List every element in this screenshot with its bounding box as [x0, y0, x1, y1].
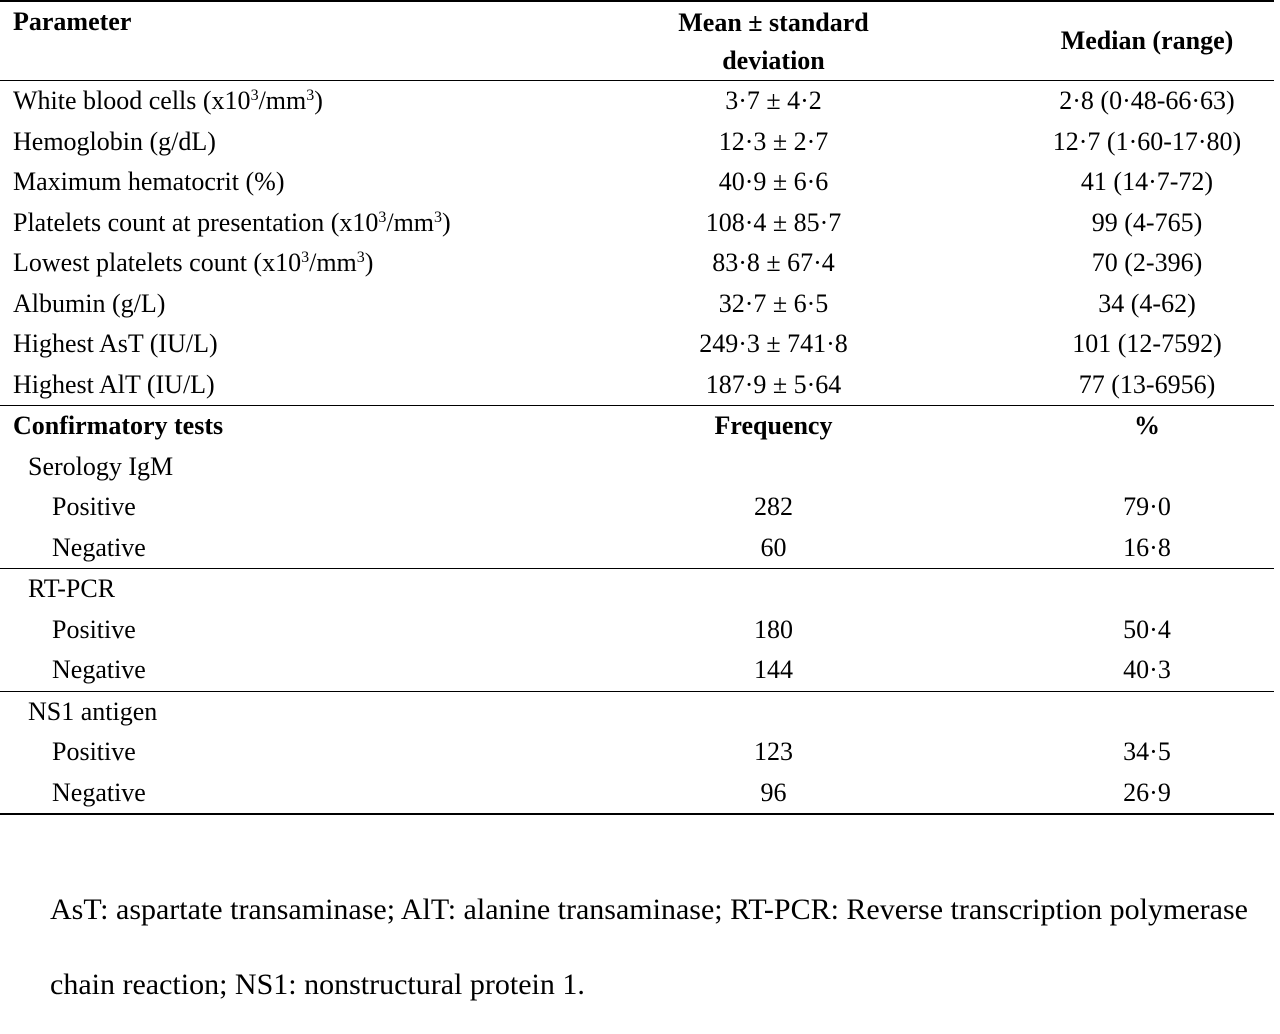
header-mean-sd-line1: Mean ± standard — [678, 8, 869, 37]
table-row — [0, 162, 1274, 203]
result-label: Positive — [52, 737, 136, 767]
parameter-label-text: Albumin (g/L) — [13, 288, 166, 318]
percent-value: 79·0 — [1123, 492, 1171, 522]
mean-sd-value: 40·9 ± 6·6 — [718, 167, 829, 197]
median-range-value: 41 (14·7-72) — [1080, 167, 1214, 197]
empty-cell — [547, 691, 1000, 732]
header-parameter: Parameter — [0, 1, 547, 81]
unit-text: /mm — [258, 86, 307, 116]
parameter-label-text: White blood cells (x10 — [13, 86, 251, 116]
table-row — [0, 650, 1274, 691]
table-row — [0, 610, 1274, 651]
percent-value: 26·9 — [1000, 773, 1274, 815]
frequency-value: 123 — [754, 737, 793, 767]
header-confirmatory-tests: Confirmatory tests — [0, 406, 547, 447]
empty-cell — [1000, 691, 1274, 732]
header-frequency: Frequency — [547, 406, 1000, 447]
unit-close: ) — [364, 248, 374, 278]
parameter-label-text: Highest AlT (IU/L) — [13, 369, 215, 399]
mean-sd-value: 249·3 ± 741·8 — [699, 329, 848, 359]
unit-exponent: 3 — [250, 87, 259, 105]
unit-exponent: 3 — [356, 249, 365, 267]
median-range-value: 2·8 (0·48-66·63) — [1000, 81, 1274, 122]
unit-close: ) — [314, 86, 323, 116]
table-row — [0, 324, 1274, 365]
parameter-label-text: Maximum hematocrit (%) — [13, 167, 285, 197]
header-median-range: Median (range) — [1000, 1, 1274, 81]
median-range-value: 99 (4-765) — [1091, 207, 1203, 237]
frequency-value: 282 — [754, 492, 793, 522]
mean-sd-value: 108·4 ± 85·7 — [705, 207, 842, 237]
mean-sd-value: 187·9 ± 5·64 — [705, 369, 842, 399]
parameter-label — [0, 203, 547, 244]
test-group-name: Serology IgM — [28, 451, 174, 481]
frequency-value: 144 — [754, 655, 793, 685]
header-percent: % — [1000, 406, 1274, 447]
header-mean-sd-line2: deviation — [722, 46, 825, 75]
empty-cell — [1000, 447, 1274, 488]
result-label: Negative — [52, 532, 146, 562]
parameter-label-text: Platelets count at presentation (x10 — [13, 207, 379, 237]
empty-cell — [547, 569, 1000, 610]
table-row — [0, 732, 1274, 773]
table-row — [0, 528, 1274, 569]
test-group-row — [0, 447, 1274, 488]
mean-sd-value: 12·3 ± 2·7 — [718, 126, 829, 156]
frequency-value: 180 — [754, 614, 793, 644]
test-group-row — [0, 569, 1274, 610]
table-row — [0, 284, 1274, 325]
unit-close: ) — [442, 207, 451, 237]
percent-value: 34·5 — [1123, 737, 1171, 767]
unit-text: /mm — [309, 248, 357, 278]
mean-sd-value: 32·7 ± 6·5 — [718, 288, 829, 318]
table-row — [0, 365, 1274, 406]
frequency-value: 96 — [547, 773, 1000, 815]
tests-header-row — [0, 406, 1274, 447]
parameter-label-text: Hemoglobin (g/dL) — [13, 126, 216, 156]
percent-value: 16·8 — [1123, 532, 1171, 562]
table-footnote: AsT: aspartate transaminase; AlT: alanine transaminase; RT-PCR: Reverse transcription polymerase chain reaction; NS1: nonstructural protein 1. — [50, 893, 1248, 1001]
parameter-label — [0, 365, 547, 406]
parameter-label — [0, 162, 547, 203]
parameter-label — [0, 122, 547, 163]
test-group-name: RT-PCR — [0, 569, 547, 610]
table-row — [0, 773, 1274, 815]
unit-exponent: 3 — [301, 249, 310, 267]
result-label: Negative — [0, 773, 547, 815]
empty-cell — [1000, 569, 1274, 610]
header-mean-sd — [547, 1, 1000, 81]
table-row — [0, 81, 1274, 122]
table-header-row — [0, 1, 1274, 81]
confirmatory-tests-body — [0, 406, 1274, 815]
test-group-name: NS1 antigen — [0, 691, 547, 732]
frequency-value: 60 — [760, 532, 787, 562]
table-row — [0, 487, 1274, 528]
parameter-label-text: Highest AsT (IU/L) — [13, 329, 218, 359]
parameter-label — [0, 243, 547, 284]
mean-sd-value: 3·7 ± 4·2 — [547, 81, 1000, 122]
empty-cell — [547, 447, 1000, 488]
median-range-value: 101 (12-7592) — [1072, 329, 1222, 359]
unit-exponent: 3 — [306, 87, 315, 105]
median-range-value: 77 (13-6956) — [1078, 369, 1216, 399]
lab-parameters-body — [0, 81, 1274, 406]
test-group-row — [0, 691, 1274, 732]
unit-exponent: 3 — [378, 208, 387, 226]
parameter-label — [0, 284, 547, 325]
median-range-value: 12·7 (1·60-17·80) — [1052, 126, 1242, 156]
unit-exponent: 3 — [434, 208, 443, 226]
mean-sd-value: 83·8 ± 67·4 — [712, 248, 835, 278]
parameter-label-text: Lowest platelets count (x10 — [13, 248, 302, 278]
percent-value: 40·3 — [1123, 655, 1171, 685]
table-row — [0, 122, 1274, 163]
table-row — [0, 203, 1274, 244]
median-range-value: 70 (2-396) — [1091, 248, 1203, 278]
result-label: Negative — [52, 655, 146, 685]
percent-value: 50·4 — [1123, 614, 1171, 644]
result-label: Positive — [52, 614, 136, 644]
unit-text: /mm — [386, 207, 435, 237]
median-range-value: 34 (4-62) — [1098, 288, 1196, 318]
parameter-label — [0, 324, 547, 365]
parameter-label — [0, 81, 547, 122]
result-label: Positive — [52, 492, 136, 522]
table-row — [0, 243, 1274, 284]
